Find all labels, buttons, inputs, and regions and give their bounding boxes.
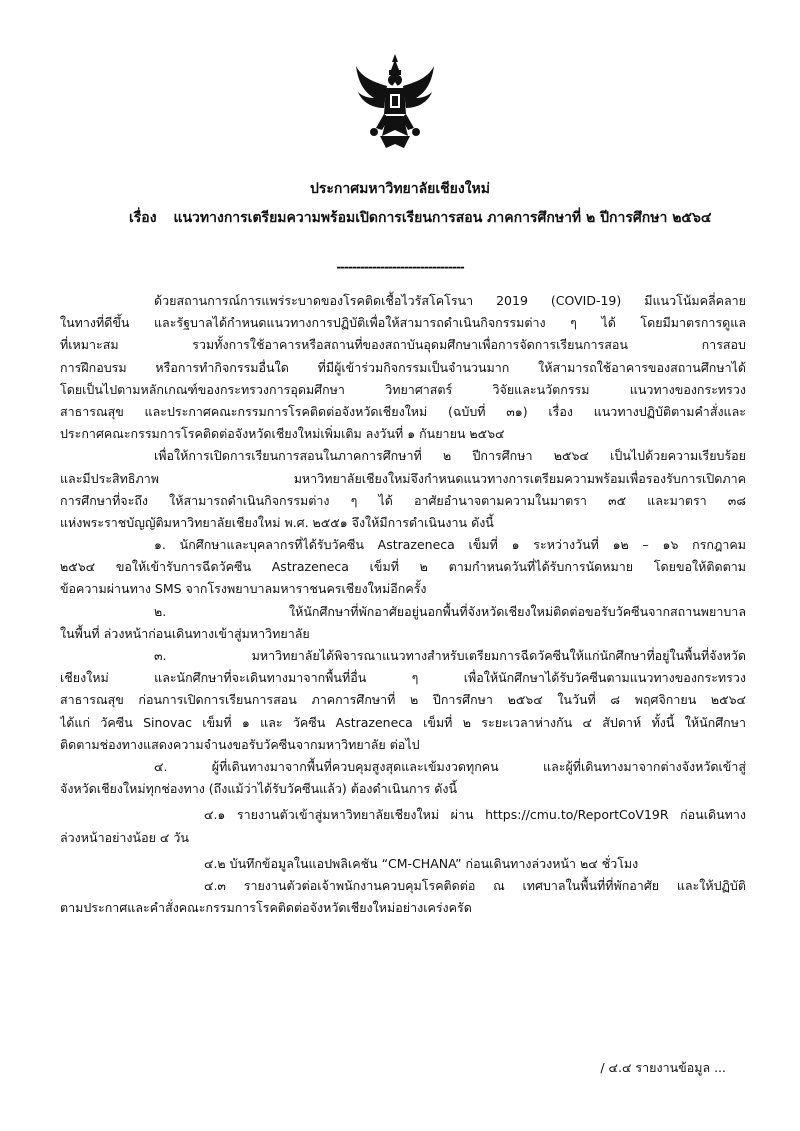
list-item-line: ข้อความผ่านทาง SMS จากโรงพยาบาลมหาราชนครเชียงใหม่อีกครั้ง [60, 581, 427, 597]
list-item-line: จังหวัดเชียงใหม่ทุกช่องทาง (ถึงแม้ว่าได้รับวัคซีนแล้ว) ต้องดำเนินการ ดังนี้ [60, 781, 458, 797]
sub-item-line: ตามประกาศและคำสั่งคณะกรรมการโรคติดต่อจังหวัดเชียงใหม่อย่างเคร่งครัด [60, 900, 472, 916]
list-item-line: สาธารณสุข ก่อนการเปิดการเรียนการสอน ภาคการศึกษาที่ ๒ ปีการศึกษา ๒๕๖๔ ในวันที่ ๘ พฤศจิกายน ๒๕๖๔ [60, 692, 746, 708]
paragraph-line: การศึกษาที่จะถึง ให้สามารถดำเนินกิจกรรมต่าง ๆ ได้ อาศัยอำนาจตามความในมาตรา ๓๕ และมาตรา ๓๘ [60, 492, 746, 508]
list-item-line: ได้แก่ วัคซีน Sinovac เข็มที่ ๑ และ วัคซีน Astrazeneca เข็มที่ ๒ ระยะเวลาห่างกัน ๔ สัปดาห์ ทั้งนี้ ให้นักศึกษา [60, 714, 746, 730]
divider-line: -------------------------------- [336, 260, 464, 274]
list-item-line: ๑. นักศึกษาและบุคลากรที่ได้รับวัคซีน Astrazeneca เข็มที่ ๑ ระหว่างวันที่ ๑๒ – ๑๖ กรกฎาคม [154, 537, 746, 553]
subject-label: เรื่อง [129, 210, 157, 226]
continuation-note: / ๔.๔ รายงานข้อมูล ... [600, 1060, 726, 1075]
paragraph-line: สาธารณสุข และประกาศคณะกรรมการโรคติดต่อจังหวัดเชียงใหม่ (ฉบับที่ ๓๑) เรื่อง แนวทางปฏิบัติตามคำสั่งและ [60, 403, 746, 419]
list-item-line: ในพื้นที่ ล่วงหน้าก่อนเดินทางเข้าสู่มหาวิทยาลัย [60, 625, 310, 641]
announcement-title: ประกาศมหาวิทยาลัยเชียงใหม่ [309, 181, 491, 197]
paragraph-line: และมีประสิทธิภาพ มหาวิทยาลัยเชียงใหม่จึงกำหนดแนวทางการเตรียมความพร้อมเพื่อรองรับการเปิดภาค [60, 470, 746, 486]
list-item-line: ๒. ให้นักศึกษาที่พักอาศัยอยู่นอกพื้นที่จังหวัดเชียงใหม่ติดต่อขอรับวัคซีนจากสถานพยาบาล [154, 603, 746, 619]
garuda-emblem [354, 52, 436, 152]
sub-item-line: ๔.๓ รายงานตัวต่อเจ้าพนักงานควบคุมโรคติดต่อ ณ เทศบาลในพื้นที่ที่พักอาศัย และให้ปฏิบัติ [204, 877, 746, 893]
list-item-line: ๒๕๖๔ ขอให้เข้ารับการฉีดวัคซีน Astrazeneca เข็มที่ ๒ ตามกำหนดวันที่ได้รับการนัดหมาย โดยขอให้ติดตาม [60, 559, 746, 575]
document-body [60, 290, 746, 919]
list-item-line: ติดตามช่องทางแสดงความจำนงขอรับวัคซีนจากมหาวิทยาลัย ต่อไป [60, 736, 420, 752]
subject-text: แนวทางการเตรียมความพร้อมเปิดการเรียนการสอน ภาคการศึกษาที่ ๒ ปีการศึกษา ๒๕๖๔ [173, 210, 712, 226]
sub-item-line: ๔.๒ บันทึกข้อมูลในแอปพลิเคชัน “CM-CHANA” ก่อนเดินทางล่วงหน้า ๒๔ ชั่วโมง [204, 855, 639, 871]
paragraph-line: ประกาศคณะกรรมการโรคติดต่อจังหวัดเชียงใหม่เพิ่มเติม ลงวันที่ ๑ กันยายน ๒๕๖๔ [60, 426, 505, 442]
paragraph-line: ที่เหมาะสม รวมทั้งการใช้อาคารหรือสถานที่ของสถาบันอุดมศึกษาเพื่อการจัดการเรียนการสอน การสอบ [60, 337, 746, 353]
paragraph-line: ด้วยสถานการณ์การแพร่ระบาดของโรคติดเชื้อไวรัสโคโรนา 2019 (COVID-19) มีแนวโน้มคลี่คลาย [154, 293, 746, 308]
subject-line [129, 207, 712, 229]
paragraph-line: ในทางที่ดีขึ้น และรัฐบาลได้กำหนดแนวทางการปฏิบัติเพื่อให้สามารถดำเนินกิจกรรมต่าง ๆ ได้ โดยมีมาตรการดูแล [60, 315, 746, 331]
list-item-line: ๔. ผู้ที่เดินทางมาจากพื้นที่ควบคุมสูงสุดและเข้มงวดทุกคน และผู้ที่เดินทางมาจากต่างจังหวัดเข้าสู่ [154, 758, 746, 774]
list-item-line: ๓. มหาวิทยาลัยได้พิจารณาแนวทางสำหรับเตรียมการฉีดวัคซีนให้แก่นักศึกษาที่อยู่ในพื้นที่จังหวัด [154, 648, 746, 663]
sub-item-line: ล่วงหน้าอย่างน้อย ๔ วัน [60, 829, 189, 845]
paragraph-line: โดยเป็นไปตามหลักเกณฑ์ของกระทรวงการอุดมศึกษา วิทยาศาสตร์ วิจัยและนวัตกรรม แนวทางของกระทรวง [60, 381, 746, 397]
paragraph-line: เพื่อให้การเปิดการเรียนการสอนในภาคการศึกษาที่ ๒ ปีการศึกษา ๒๕๖๔ เป็นไปด้วยความเรียบร้อย [154, 448, 746, 464]
paragraph-line: แห่งพระราชบัญญัติมหาวิทยาลัยเชียงใหม่ พ.ศ. ๒๕๕๑ จึงให้มีการดำเนินงาน ดังนี้ [60, 514, 494, 530]
list-item-line: เชียงใหม่ และนักศึกษาที่จะเดินทางมาจากพื้นที่อื่น ๆ เพื่อให้นักศึกษาได้รับวัคซีนตามแนวทางของกระทรวง [60, 670, 746, 686]
sub-item-line: ๔.๑ รายงานตัวเข้าสู่มหาวิทยาลัยเชียงใหม่ ผ่าน https://cmu.to/ReportCoV19R ก่อนเดินทาง [204, 807, 746, 823]
paragraph-line: การฝึกอบรม หรือการทำกิจกรรมอื่นใด ที่มีผู้เข้าร่วมกิจกรรมเป็นจำนวนมาก ให้สามารถใช้อาคารของสถานศึกษาได้ [60, 359, 746, 375]
